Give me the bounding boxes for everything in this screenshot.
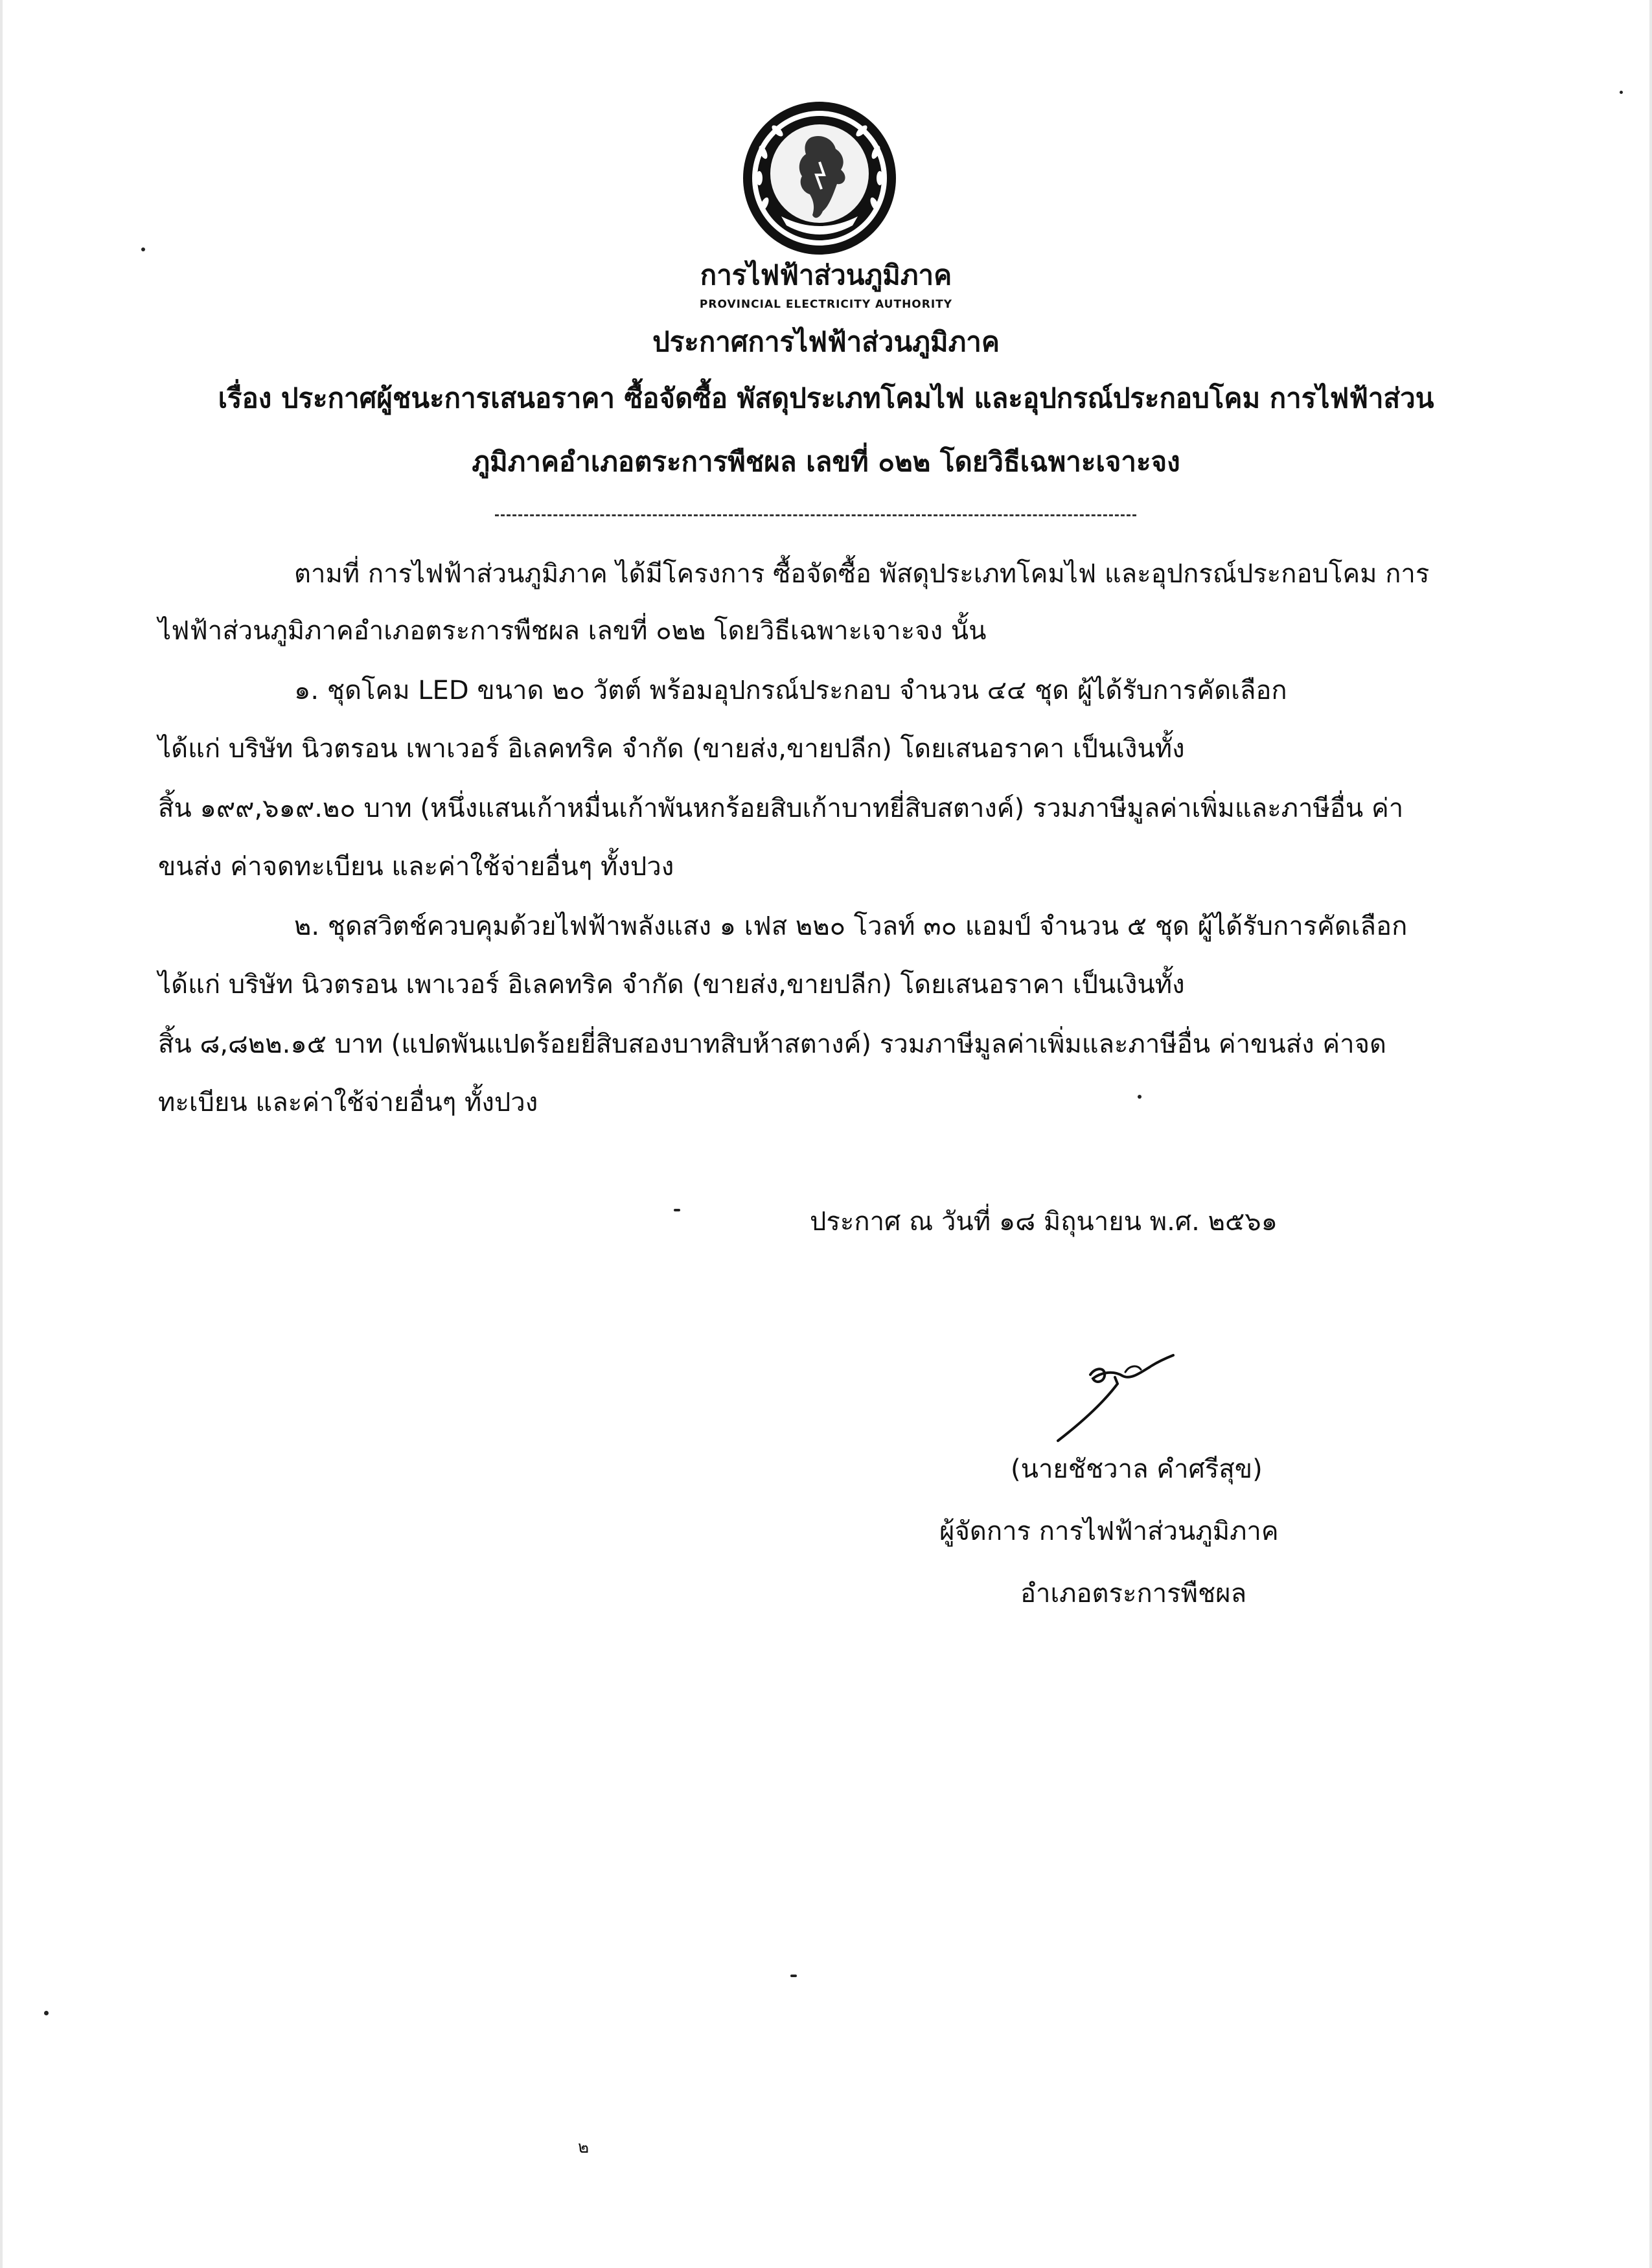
item-1-line-1: ๑. ชุดโคม LED ขนาด ๒๐ วัตต์ พร้อมอุปกรณ์ประกอบ จำนวน ๔๔ ชุด ผู้ได้รับการคัดเลือก bbox=[294, 676, 1287, 705]
item-1-line-2: ได้แก่ บริษัท นิวตรอน เพาเวอร์ อิเลคทริค จำกัด (ขายส่ง,ขายปลีก) โดยเสนอราคา เป็นเงินทั้ง bbox=[158, 734, 1185, 764]
subject-line-2: ภูมิภาคอำเภอตระการพืชผล เลขที่ ๐๒๒ โดยวิธีเฉพาะเจาะจง bbox=[472, 446, 1180, 477]
subject-line-1: เรื่อง ประกาศผู้ชนะการเสนอราคา ซื้อจัดซื้อ พัสดุประเภทโคมไฟ และอุปกรณ์ประกอบโคม การไฟฟ้าส่วน bbox=[218, 382, 1434, 414]
intro-line-1: ตามที่ การไฟฟ้าส่วนภูมิภาค ได้มีโครงการ ซื้อจัดซื้อ พัสดุประเภทโคมไฟ และอุปกรณ์ประกอบโคม การ bbox=[294, 559, 1430, 589]
page-mark: ๒ bbox=[578, 2138, 590, 2157]
scan-speck bbox=[1138, 1095, 1141, 1099]
item-2-line-3: สิ้น ๘,๘๒๒.๑๕ บาท (แปดพันแปดร้อยยี่สิบสองบาทสิบห้าสตางค์) รวมภาษีมูลค่าเพิ่มและภาษีอื่น ค่าขนส่ง ค่าจด bbox=[158, 1029, 1387, 1059]
announcement-date: ประกาศ ณ วันที่ ๑๘ มิถุนายน พ.ศ. ๒๕๖๑ bbox=[810, 1207, 1278, 1237]
scan-speck bbox=[1620, 91, 1623, 94]
item-2-line-2: ได้แก่ บริษัท นิวตรอน เพาเวอร์ อิเลคทริค จำกัด (ขายส่ง,ขายปลีก) โดยเสนอราคา เป็นเงินทั้ง bbox=[158, 970, 1185, 1000]
signature-image bbox=[1053, 1347, 1176, 1445]
signatory-office: อำเภอตระการพืชผล bbox=[1020, 1579, 1247, 1609]
organization-name-thai: การไฟฟ้าส่วนภูมิภาค bbox=[700, 259, 952, 291]
organization-name-english: PROVINCIAL ELECTRICITY AUTHORITY bbox=[699, 298, 953, 311]
announcement-title: ประกาศการไฟฟ้าส่วนภูมิภาค bbox=[652, 326, 1000, 358]
dashed-divider bbox=[495, 514, 1136, 516]
item-1-line-3: สิ้น ๑๙๙,๖๑๙.๒๐ บาท (หนึ่งแสนเก้าหมื่นเก้าพันหกร้อยสิบเก้าบาทยี่สิบสตางค์) รวมภาษีมูลค่าเพิ่มและภาษีอื่น ค่า bbox=[158, 794, 1404, 823]
signatory-name: (นายชัชวาล คำศรีสุข) bbox=[1011, 1454, 1263, 1484]
pea-emblem-icon bbox=[739, 97, 901, 259]
scan-speck bbox=[44, 2011, 49, 2015]
signatory-position: ผู้จัดการ การไฟฟ้าส่วนภูมิภาค bbox=[939, 1517, 1279, 1546]
scan-speck bbox=[790, 1975, 797, 1977]
scan-speck bbox=[674, 1209, 680, 1211]
scan-speck bbox=[141, 247, 145, 251]
item-2-line-1: ๒. ชุดสวิตช์ควบคุมด้วยไฟฟ้าพลังแสง ๑ เฟส ๒๒๐ โวลท์ ๓๐ แอมป์ จำนวน ๕ ชุด ผู้ได้รับการคัดเลือก bbox=[294, 911, 1408, 941]
item-2-line-4: ทะเบียน และค่าใช้จ่ายอื่นๆ ทั้งปวง bbox=[158, 1088, 538, 1117]
item-1-line-4: ขนส่ง ค่าจดทะเบียน และค่าใช้จ่ายอื่นๆ ทั้งปวง bbox=[158, 852, 674, 882]
intro-line-2: ไฟฟ้าส่วนภูมิภาคอำเภอตระการพืชผล เลขที่ ๐๒๒ โดยวิธีเฉพาะเจาะจง นั้น bbox=[158, 616, 987, 646]
